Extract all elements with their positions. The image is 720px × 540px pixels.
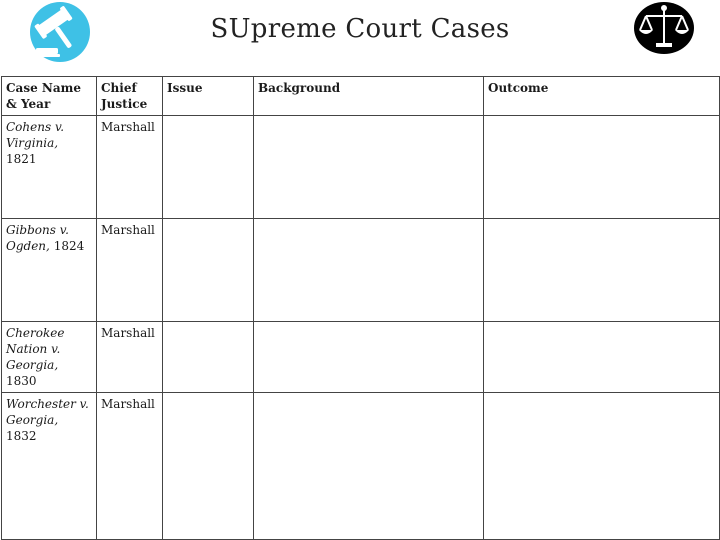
table-row [2,322,720,393]
scales-of-justice-icon [632,0,696,56]
case-name: Cohens v. Virginia, [6,120,65,150]
outcome-cell[interactable] [484,322,720,393]
case-name: Cherokee Nation v. Georgia, [6,326,65,372]
chief-justice-cell: Marshall [97,322,163,393]
column-header-issue: Issue [163,77,254,116]
table-row [2,393,720,540]
chief-justice-cell: Marshall [97,219,163,322]
table-row [2,116,720,219]
case-name-cell [2,322,97,393]
column-header-case-name: Case Name & Year [2,77,97,116]
case-year: 1832 [6,429,37,443]
page-title: SUpreme Court Cases [210,14,510,44]
chief-justice-cell: Marshall [97,393,163,540]
case-year: 1824 [53,239,85,253]
outcome-cell[interactable] [484,393,720,540]
column-header-background: Background [254,77,484,116]
background-cell[interactable] [254,116,484,219]
outcome-cell[interactable] [484,116,720,219]
case-name-cell [2,116,97,219]
column-header-outcome: Outcome [484,77,720,116]
background-cell[interactable] [254,393,484,540]
case-name-cell [2,219,97,322]
issue-cell[interactable] [163,219,254,322]
outcome-cell[interactable] [484,219,720,322]
case-name: Worchester v. Georgia, [6,397,89,427]
case-name: Gibbons v. Ogden, [6,223,69,253]
cases-table [1,76,720,540]
column-header-chief-justice: Chief Justice [97,77,163,116]
case-name-cell [2,393,97,540]
case-year: 1830 [6,374,37,388]
table-header-row [2,77,720,116]
table-row [2,219,720,322]
issue-cell[interactable] [163,116,254,219]
issue-cell[interactable] [163,393,254,540]
background-cell[interactable] [254,219,484,322]
background-cell[interactable] [254,322,484,393]
case-year: 1821 [6,152,37,166]
issue-cell[interactable] [163,322,254,393]
chief-justice-cell: Marshall [97,116,163,219]
